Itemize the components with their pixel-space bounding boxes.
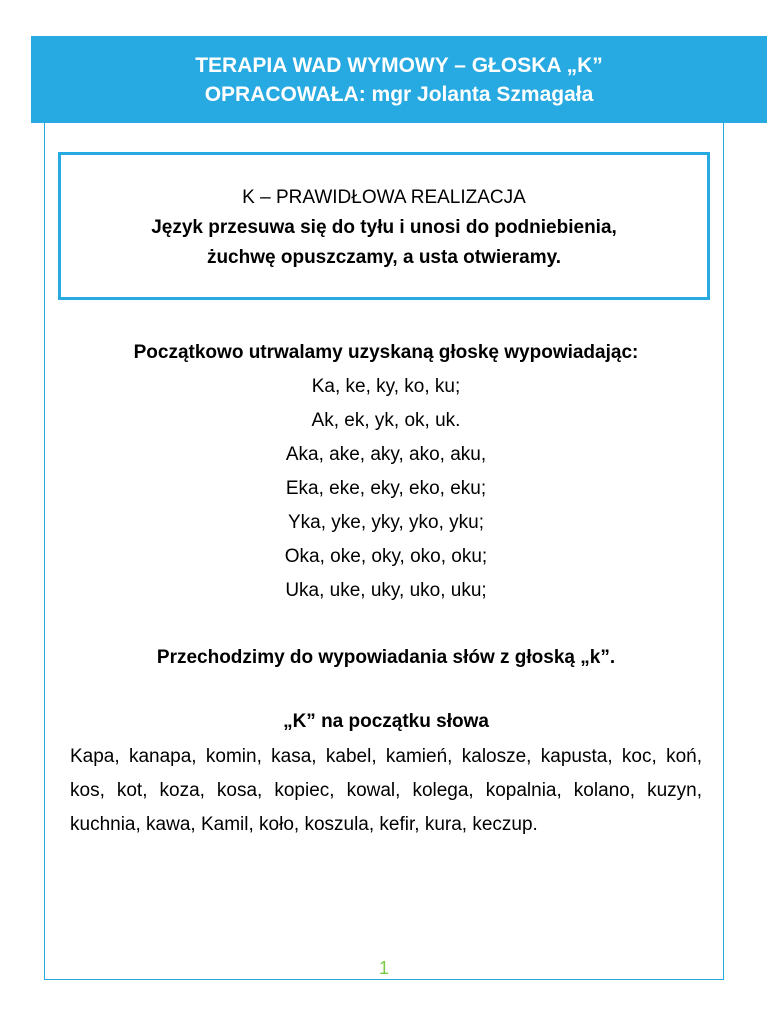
page-number: 1 <box>378 958 389 978</box>
document-title: TERAPIA WAD WYMOWY – GŁOSKA „K” <box>195 53 603 77</box>
syllable-line: Eka, eke, eky, eko, eku; <box>285 478 487 499</box>
syllable-line: Ka, ke, ky, ko, ku; <box>311 376 461 397</box>
syllables-heading: Początkowo utrwalamy uzyskaną głoskę wypowiadając: <box>133 342 639 363</box>
syllable-line: Ak, ek, yk, ok, uk. <box>311 410 461 431</box>
syllable-line: Uka, uke, uky, uko, uku; <box>285 580 487 601</box>
intro-title: K – PRAWIDŁOWA REALIZACJA <box>242 187 526 208</box>
intro-line-1: Język przesuwa się do tyłu i unosi do podniebienia, <box>151 217 617 238</box>
syllables-section <box>70 336 702 608</box>
intro-line-2: żuchwę opuszczamy, a usta otwieramy. <box>206 247 562 268</box>
transition-text: Przechodzimy do wypowiadania słów z głoską „k”. <box>156 647 616 668</box>
syllable-line: Aka, ake, aky, ako, aku, <box>285 444 487 465</box>
syllables-list <box>70 370 702 608</box>
document-author: OPRACOWAŁA: mgr Jolanta Szmagała <box>204 82 594 106</box>
intro-box <box>58 152 710 300</box>
document-header <box>31 36 767 123</box>
words-heading: „K” na początku słowa <box>283 711 489 732</box>
words-paragraph: Kapa, kanapa, komin, kasa, kabel, kamień, kalosze, kapusta, koc, koń, kos, kot, koza, kosa, kopiec, kowal, kolega, kopalnia, kolano, kuzyn, kuchnia, kawa, Kamil, koło, koszula, kefir, kura, keczup. <box>70 746 702 835</box>
syllable-line: Yka, yke, yky, yko, yku; <box>287 512 485 533</box>
syllable-line: Oka, oke, oky, oko, oku; <box>284 546 488 567</box>
